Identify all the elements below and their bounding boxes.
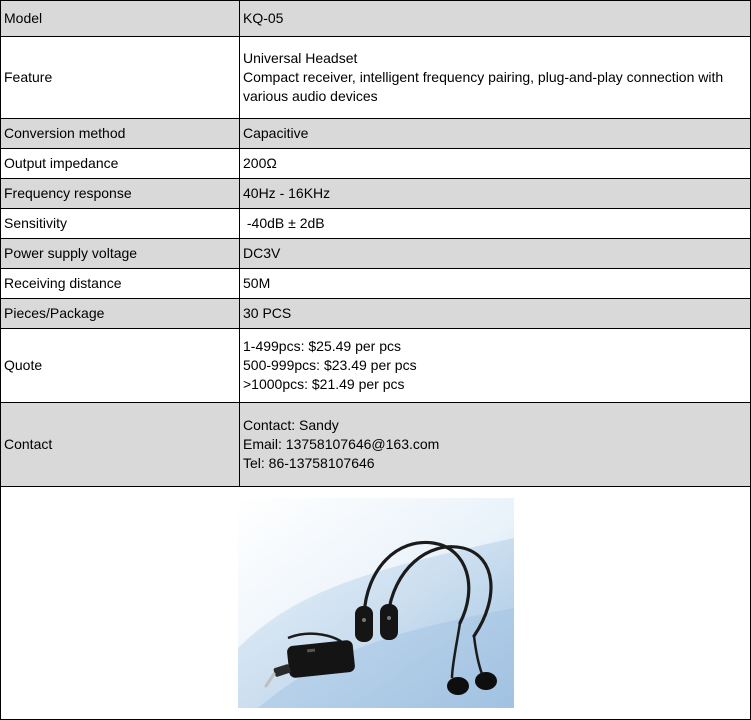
table-row bbox=[1, 1, 751, 37]
value-line: DC3V bbox=[243, 245, 281, 261]
table-row bbox=[1, 403, 751, 487]
table-row bbox=[1, 179, 751, 209]
table-row bbox=[1, 487, 751, 720]
row-value-frequency-response bbox=[240, 179, 751, 209]
table-row bbox=[1, 299, 751, 329]
row-value-receiving-distance bbox=[240, 269, 751, 299]
table-row bbox=[1, 149, 751, 179]
value-line: -40dB ± 2dB bbox=[243, 215, 325, 231]
row-value-quote bbox=[240, 329, 751, 403]
table-row bbox=[1, 239, 751, 269]
row-label-power-supply-voltage: Power supply voltage bbox=[1, 239, 240, 269]
value-line: Tel: 86-13758107646 bbox=[243, 455, 375, 471]
row-value-sensitivity bbox=[240, 209, 751, 239]
value-line: Universal Headset bbox=[243, 50, 358, 66]
table-row bbox=[1, 269, 751, 299]
row-value-feature bbox=[240, 37, 751, 119]
value-line: Capacitive bbox=[243, 125, 309, 141]
value-line: 500-999pcs: $23.49 per pcs bbox=[243, 357, 417, 373]
row-label-receiving-distance: Receiving distance bbox=[1, 269, 240, 299]
value-line: 1-499pcs: $25.49 per pcs bbox=[243, 338, 401, 354]
row-label-frequency-response: Frequency response bbox=[1, 179, 240, 209]
table-row bbox=[1, 37, 751, 119]
row-value-output-impedance bbox=[240, 149, 751, 179]
value-line: 30 PCS bbox=[243, 305, 292, 321]
row-value-contact bbox=[240, 403, 751, 487]
table-row bbox=[1, 119, 751, 149]
product-photo bbox=[238, 498, 514, 708]
row-label-model: Model bbox=[1, 1, 240, 37]
table-row bbox=[1, 329, 751, 403]
row-label-sensitivity: Sensitivity bbox=[1, 209, 240, 239]
row-label-output-impedance: Output impedance bbox=[1, 149, 240, 179]
value-line: KQ-05 bbox=[243, 10, 284, 26]
value-line: Contact: Sandy bbox=[243, 417, 339, 433]
row-label-conversion-method: Conversion method bbox=[1, 119, 240, 149]
product-image-cell bbox=[1, 487, 751, 720]
row-label-feature: Feature bbox=[1, 37, 240, 119]
microphone-icon bbox=[447, 677, 469, 695]
row-value-power-supply-voltage bbox=[240, 239, 751, 269]
value-line: 40Hz - 16KHz bbox=[243, 185, 331, 201]
row-label-pieces-package: Pieces/Package bbox=[1, 299, 240, 329]
row-label-contact: Contact bbox=[1, 403, 240, 487]
row-value-model bbox=[240, 1, 751, 37]
row-value-conversion-method bbox=[240, 119, 751, 149]
row-label-quote: Quote bbox=[1, 329, 240, 403]
value-line: Email: 13758107646@163.com bbox=[243, 436, 440, 452]
value-line: 200Ω bbox=[243, 155, 277, 171]
value-line: Compact receiver, intelligent frequency pairing, plug-and-play connection with various audio devices bbox=[243, 69, 724, 104]
value-line: >1000pcs: $21.49 per pcs bbox=[243, 376, 405, 392]
value-line: 50M bbox=[243, 275, 271, 291]
row-value-pieces-package bbox=[240, 299, 751, 329]
table-row bbox=[1, 209, 751, 239]
